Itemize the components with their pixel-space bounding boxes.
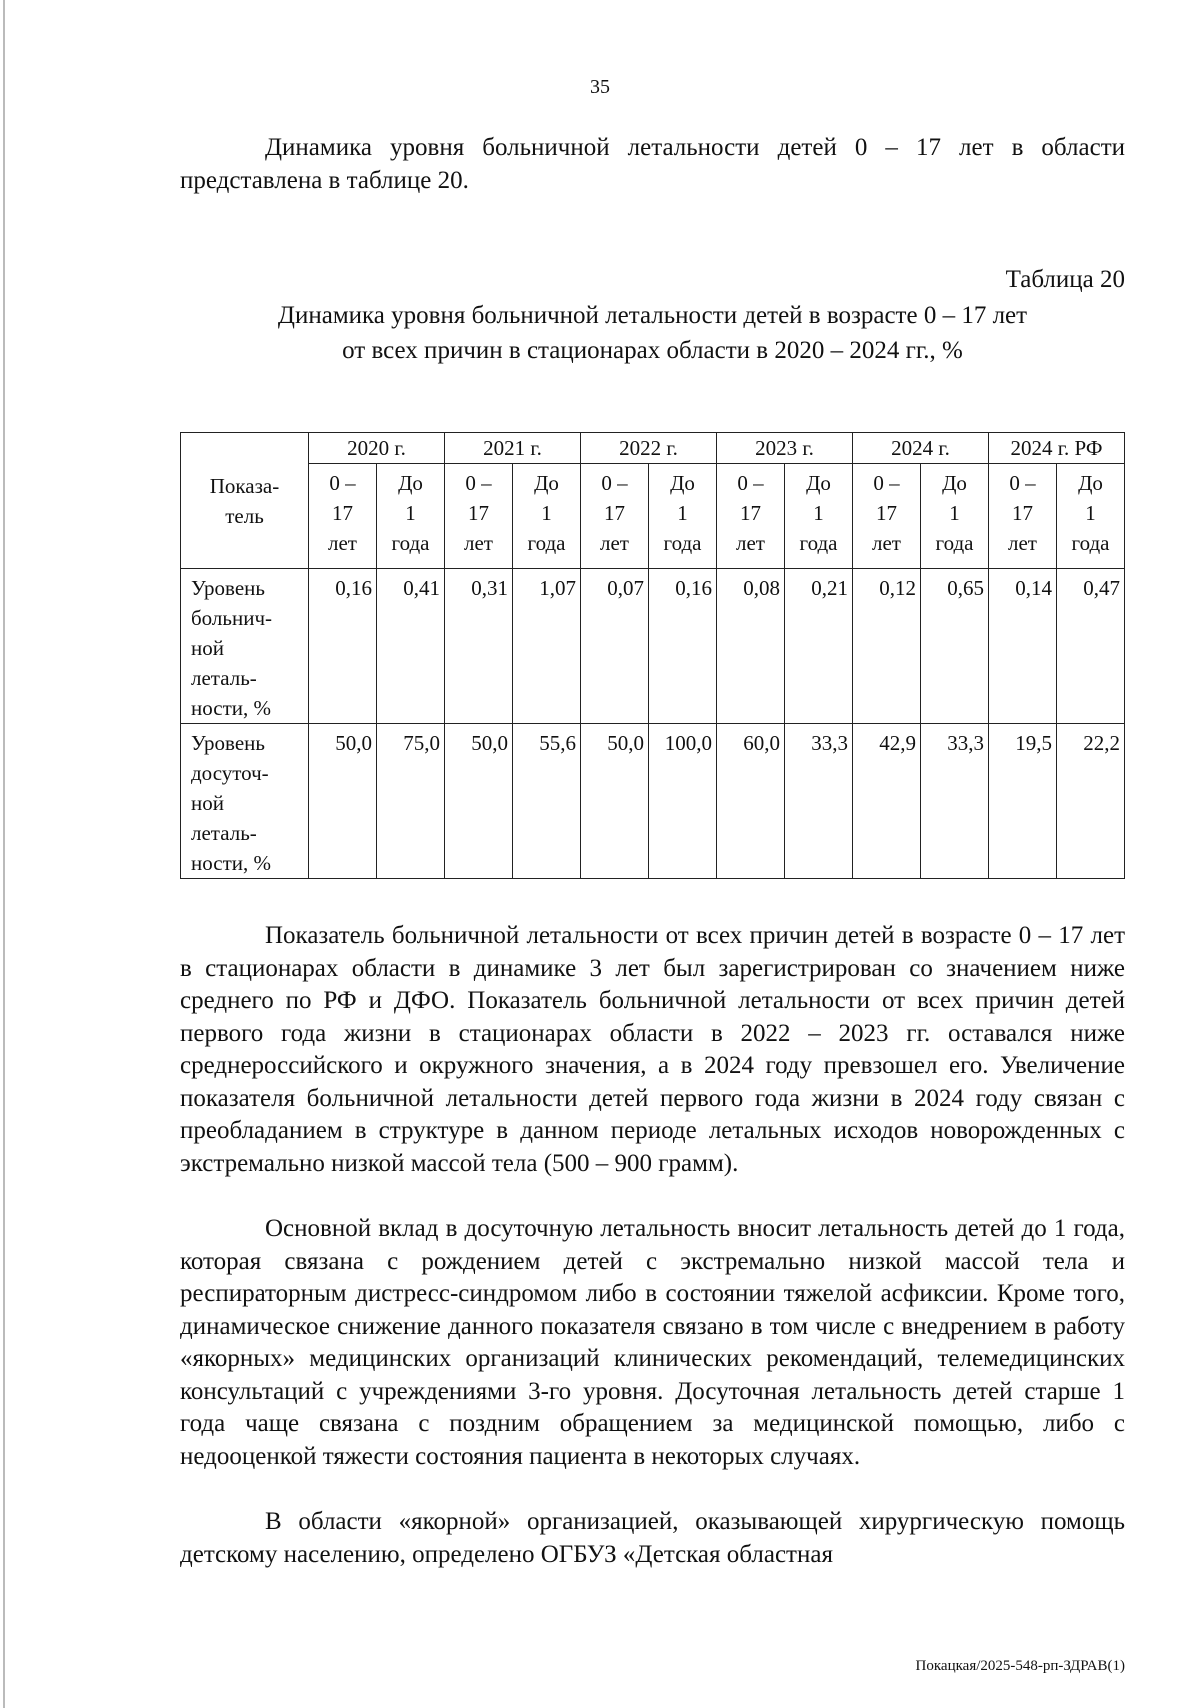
table-cell: 33,3 — [785, 724, 853, 879]
year-header: 2020 г. — [309, 433, 445, 464]
page-number: 35 — [590, 76, 610, 98]
year-header: 2022 г. — [581, 433, 717, 464]
table-title — [180, 298, 1125, 368]
age-header-under-1: До 1 года — [513, 464, 581, 569]
table-cell: 19,5 — [989, 724, 1057, 879]
table-cell: 100,0 — [649, 724, 717, 879]
body-paragraph-2: Основной вклад в досуточную летальность вносит летальность детей до 1 года, которая связана с рождением детей с экстремально низкой массой тела и респираторным дистресс-синдромом либо в состоянии тяжелой асфиксии. Кроме того, динамическое снижение данного показателя связано в том числе с внедрением в работу «якорных» медицинских организаций клинических рекомендаций, телемедицинских консультаций с учреждениями 3-го уровня. Досуточная летальность детей старше 1 года чаще связана с поздним обращением за медицинской помощью, либо с недооценкой тяжести состояния пациента в некоторых случаях. — [180, 1215, 1125, 1470]
table-cell: 0,21 — [785, 569, 853, 724]
indicator-header: Показа- тель — [181, 433, 309, 569]
table-cell: 50,0 — [309, 724, 377, 879]
table-cell: 22,2 — [1057, 724, 1125, 879]
table-cell: 42,9 — [853, 724, 921, 879]
table-row — [181, 724, 1125, 879]
age-header-0-17: 0 – 17 лет — [717, 464, 785, 569]
table-cell: 0,07 — [581, 569, 649, 724]
age-header-row — [181, 464, 1125, 569]
row-label: Уровень больнич- ной леталь- ности, % — [181, 569, 309, 724]
age-header-0-17: 0 – 17 лет — [445, 464, 513, 569]
age-header-0-17: 0 – 17 лет — [309, 464, 377, 569]
age-header-under-1: До 1 года — [921, 464, 989, 569]
intro-paragraph: Динамика уровня больничной летальности детей 0 – 17 лет в области представлена в таблице 20. — [180, 134, 1125, 194]
table-label: Таблица 20 — [1005, 266, 1125, 293]
year-header: 2024 г. РФ — [989, 433, 1125, 464]
age-header-under-1: До 1 года — [649, 464, 717, 569]
year-header: 2024 г. — [853, 433, 989, 464]
table-cell: 0,16 — [649, 569, 717, 724]
mortality-table — [180, 432, 1125, 879]
table-cell: 60,0 — [717, 724, 785, 879]
age-header-0-17: 0 – 17 лет — [853, 464, 921, 569]
table-row — [181, 569, 1125, 724]
table-cell: 50,0 — [445, 724, 513, 879]
age-header-0-17: 0 – 17 лет — [581, 464, 649, 569]
table-cell: 55,6 — [513, 724, 581, 879]
year-header: 2023 г. — [717, 433, 853, 464]
table-cell: 0,12 — [853, 569, 921, 724]
age-header-0-17: 0 – 17 лет — [989, 464, 1057, 569]
table-cell: 0,47 — [1057, 569, 1125, 724]
year-header-row — [181, 433, 1125, 464]
table-cell: 0,16 — [309, 569, 377, 724]
table-cell: 0,65 — [921, 569, 989, 724]
body-paragraph-1: Показатель больничной летальности от всех причин детей в возрасте 0 – 17 лет в стационарах области в динамике 3 лет был зарегистрирован со значением ниже среднего по РФ и ДФО. Показатель больничной летальности от всех причин детей первого года жизни в стационарах области в 2022 – 2023 гг. оставался ниже среднероссийского и окружного значения, а в 2024 году превзошел его. Увеличение показателя больничной летальности детей первого года жизни в 2024 году связан с преобладанием в структуре в данном периоде летальных исходов новорожденных с экстремально низкой массой тела (500 – 900 грамм). — [180, 922, 1125, 1177]
table-title-line-1: Динамика уровня больничной летальности детей в возрасте 0 – 17 лет — [277, 302, 1028, 329]
age-header-under-1: До 1 года — [785, 464, 853, 569]
table-cell: 75,0 — [377, 724, 445, 879]
row-label: Уровень досуточ- ной леталь- ности, % — [181, 724, 309, 879]
table-cell: 0,31 — [445, 569, 513, 724]
table-cell: 1,07 — [513, 569, 581, 724]
year-header: 2021 г. — [445, 433, 581, 464]
table-cell: 0,41 — [377, 569, 445, 724]
document-footer: Покацкая/2025-548-рп-ЗДРАВ(1) — [915, 1658, 1125, 1674]
scan-edge — [3, 0, 5, 1708]
table-cell: 0,14 — [989, 569, 1057, 724]
table-cell: 0,08 — [717, 569, 785, 724]
table-cell: 50,0 — [581, 724, 649, 879]
age-header-under-1: До 1 года — [377, 464, 445, 569]
table-cell: 33,3 — [921, 724, 989, 879]
body-paragraph-3: В области «якорной» организацией, оказывающей хирургическую помощь детскому населению, определено ОГБУЗ «Детская областная — [180, 1508, 1125, 1568]
age-header-under-1: До 1 года — [1057, 464, 1125, 569]
table-title-line-2: от всех причин в стационарах области в 2020 – 2024 гг., % — [342, 337, 963, 364]
